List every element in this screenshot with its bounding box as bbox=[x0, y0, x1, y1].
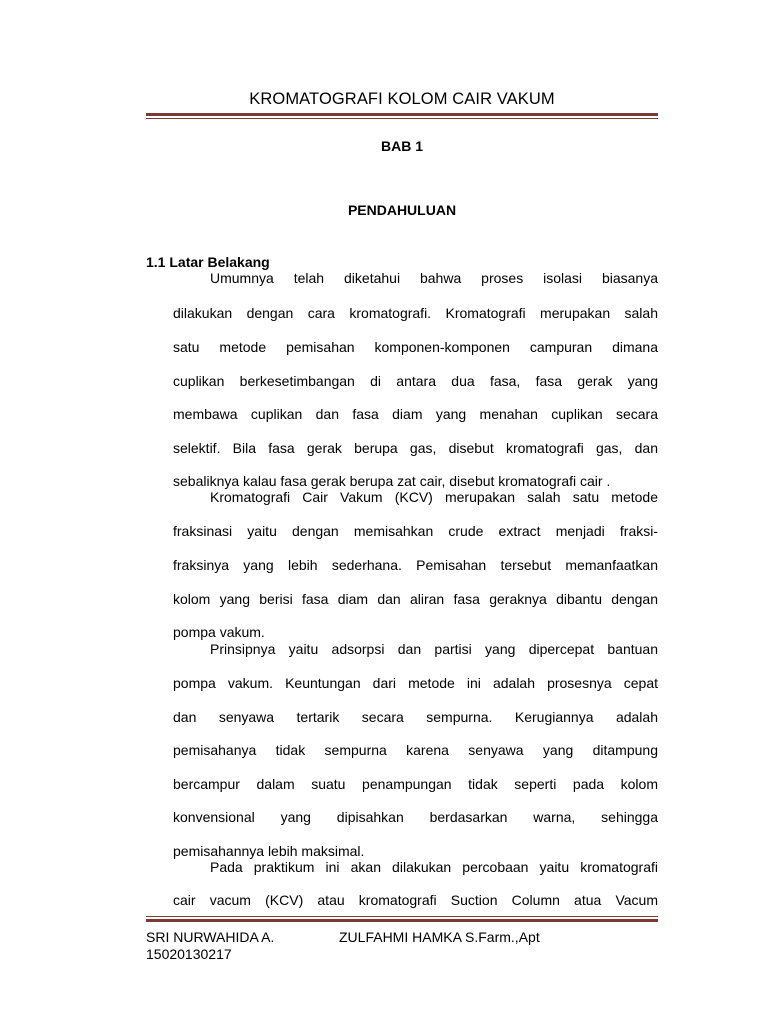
paragraph-line: pemisahannya lebih maksimal. bbox=[173, 843, 365, 859]
paragraph-line: Pada praktikum ini akan dilakukan percobaan yaitu kromatografi bbox=[210, 859, 658, 875]
footer-supervisor: ZULFAHMI HAMKA S.Farm.,Apt bbox=[339, 929, 540, 945]
paragraph-line: kolom yang berisi fasa diam dan aliran fasa geraknya dibantu dengan bbox=[173, 591, 658, 607]
paragraph-line: satu metode pemisahan komponen-komponen campuran dimana bbox=[173, 339, 658, 355]
paragraph-line: pompa vakum. bbox=[173, 624, 265, 640]
paragraph-line: konvensional yang dipisahkan berdasarkan warna, sehingga bbox=[173, 809, 658, 825]
paragraph-line: selektif. Bila fasa gerak berupa gas, disebut kromatografi gas, dan bbox=[173, 440, 658, 456]
paragraph-line: pemisahanya tidak sempurna karena senyawa yang ditampung bbox=[173, 742, 658, 758]
chapter-number: BAB 1 bbox=[380, 138, 423, 154]
paragraph-line: cuplikan berkesetimbangan di antara dua fasa, fasa gerak yang bbox=[173, 373, 658, 389]
header-rule-thin bbox=[146, 118, 658, 119]
paragraph-line: dilakukan dengan cara kromatografi. Kromatografi merupakan salah bbox=[173, 305, 658, 321]
footer-author-id: 15020130217 bbox=[146, 946, 232, 962]
paragraph-line: dan senyawa tertarik secara sempurna. Kerugiannya adalah bbox=[173, 709, 658, 725]
paragraph-line: pompa vakum. Keuntungan dari metode ini adalah prosesnya cepat bbox=[173, 675, 658, 691]
chapter-title: PENDAHULUAN bbox=[347, 202, 457, 218]
paragraph-line: Prinsipnya yaitu adsorpsi dan partisi yang dipercepat bantuan bbox=[210, 641, 658, 657]
section-heading: 1.1 Latar Belakang bbox=[146, 254, 270, 270]
paragraph-line: membawa cuplikan dan fasa diam yang menahan cuplikan secara bbox=[173, 406, 658, 422]
paragraph-line: fraksinasi yaitu dengan memisahkan crude extract menjadi fraksi- bbox=[173, 523, 658, 539]
paragraph-line: sebaliknya kalau fasa gerak berupa zat cair, disebut kromatografi cair . bbox=[173, 473, 611, 489]
footer-author-name: SRI NURWAHIDA A. bbox=[146, 929, 275, 945]
header-rule-thick bbox=[146, 113, 658, 116]
footer-rule-thin bbox=[146, 916, 658, 917]
footer-rule-thick bbox=[146, 919, 658, 922]
paragraph-line: cair vacum (KCV) atau kromatografi Suction Column atua Vacum bbox=[173, 892, 658, 908]
paragraph-line: Kromatografi Cair Vakum (KCV) merupakan salah satu metode bbox=[210, 489, 658, 505]
paragraph-line: Umumnya telah diketahui bahwa proses isolasi biasanya bbox=[210, 270, 658, 286]
document-title: KROMATOGRAFI KOLOM CAIR VAKUM bbox=[249, 90, 555, 108]
paragraph-line: fraksinya yang lebih sederhana. Pemisahan tersebut memanfaatkan bbox=[173, 557, 658, 573]
paragraph-line: bercampur dalam suatu penampungan tidak seperti pada kolom bbox=[173, 776, 658, 792]
